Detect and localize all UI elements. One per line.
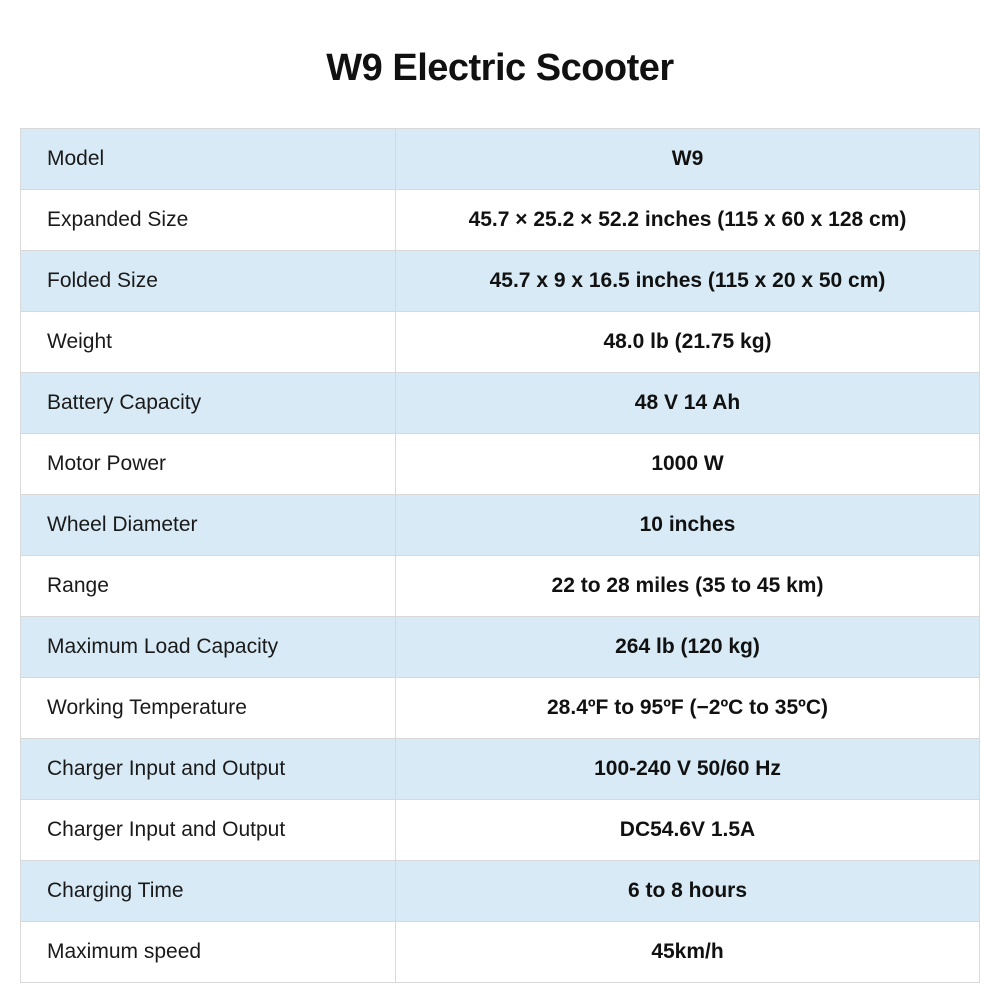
spec-label: Wheel Diameter [21,495,396,556]
spec-label: Motor Power [21,434,396,495]
table-row [21,861,980,922]
spec-value: 10 inches [396,495,980,556]
table-row [21,556,980,617]
spec-label: Charging Time [21,861,396,922]
spec-value: 45km/h [396,922,980,983]
table-row [21,922,980,983]
table-row [21,617,980,678]
specifications-table-body [21,129,980,983]
spec-label: Charger Input and Output [21,800,396,861]
spec-value: 48 V 14 Ah [396,373,980,434]
spec-value: W9 [396,129,980,190]
table-row [21,678,980,739]
spec-value: 264 lb (120 kg) [396,617,980,678]
spec-label: Range [21,556,396,617]
spec-label: Maximum speed [21,922,396,983]
spec-value: 48.0 lb (21.75 kg) [396,312,980,373]
page-title: W9 Electric Scooter [326,47,674,89]
spec-label: Folded Size [21,251,396,312]
table-row [21,739,980,800]
spec-value: DC54.6V 1.5A [396,800,980,861]
spec-label: Expanded Size [21,190,396,251]
specifications-table [20,128,980,983]
spec-value: 100-240 V 50/60 Hz [396,739,980,800]
table-row [21,800,980,861]
table-row [21,251,980,312]
spec-value: 1000 W [396,434,980,495]
spec-label: Charger Input and Output [21,739,396,800]
table-row [21,129,980,190]
table-row [21,495,980,556]
spec-label: Weight [21,312,396,373]
spec-value: 45.7 x 9 x 16.5 inches (115 x 20 x 50 cm) [396,251,980,312]
spec-label: Model [21,129,396,190]
spec-label: Maximum Load Capacity [21,617,396,678]
table-row [21,373,980,434]
spec-value: 6 to 8 hours [396,861,980,922]
spec-label: Working Temperature [21,678,396,739]
spec-label: Battery Capacity [21,373,396,434]
table-row [21,190,980,251]
spec-value: 22 to 28 miles (35 to 45 km) [396,556,980,617]
table-row [21,434,980,495]
spec-value: 28.4ºF to 95ºF (−2ºC to 35ºC) [396,678,980,739]
spec-value: 45.7 × 25.2 × 52.2 inches (115 x 60 x 128 cm) [396,190,980,251]
table-row [21,312,980,373]
